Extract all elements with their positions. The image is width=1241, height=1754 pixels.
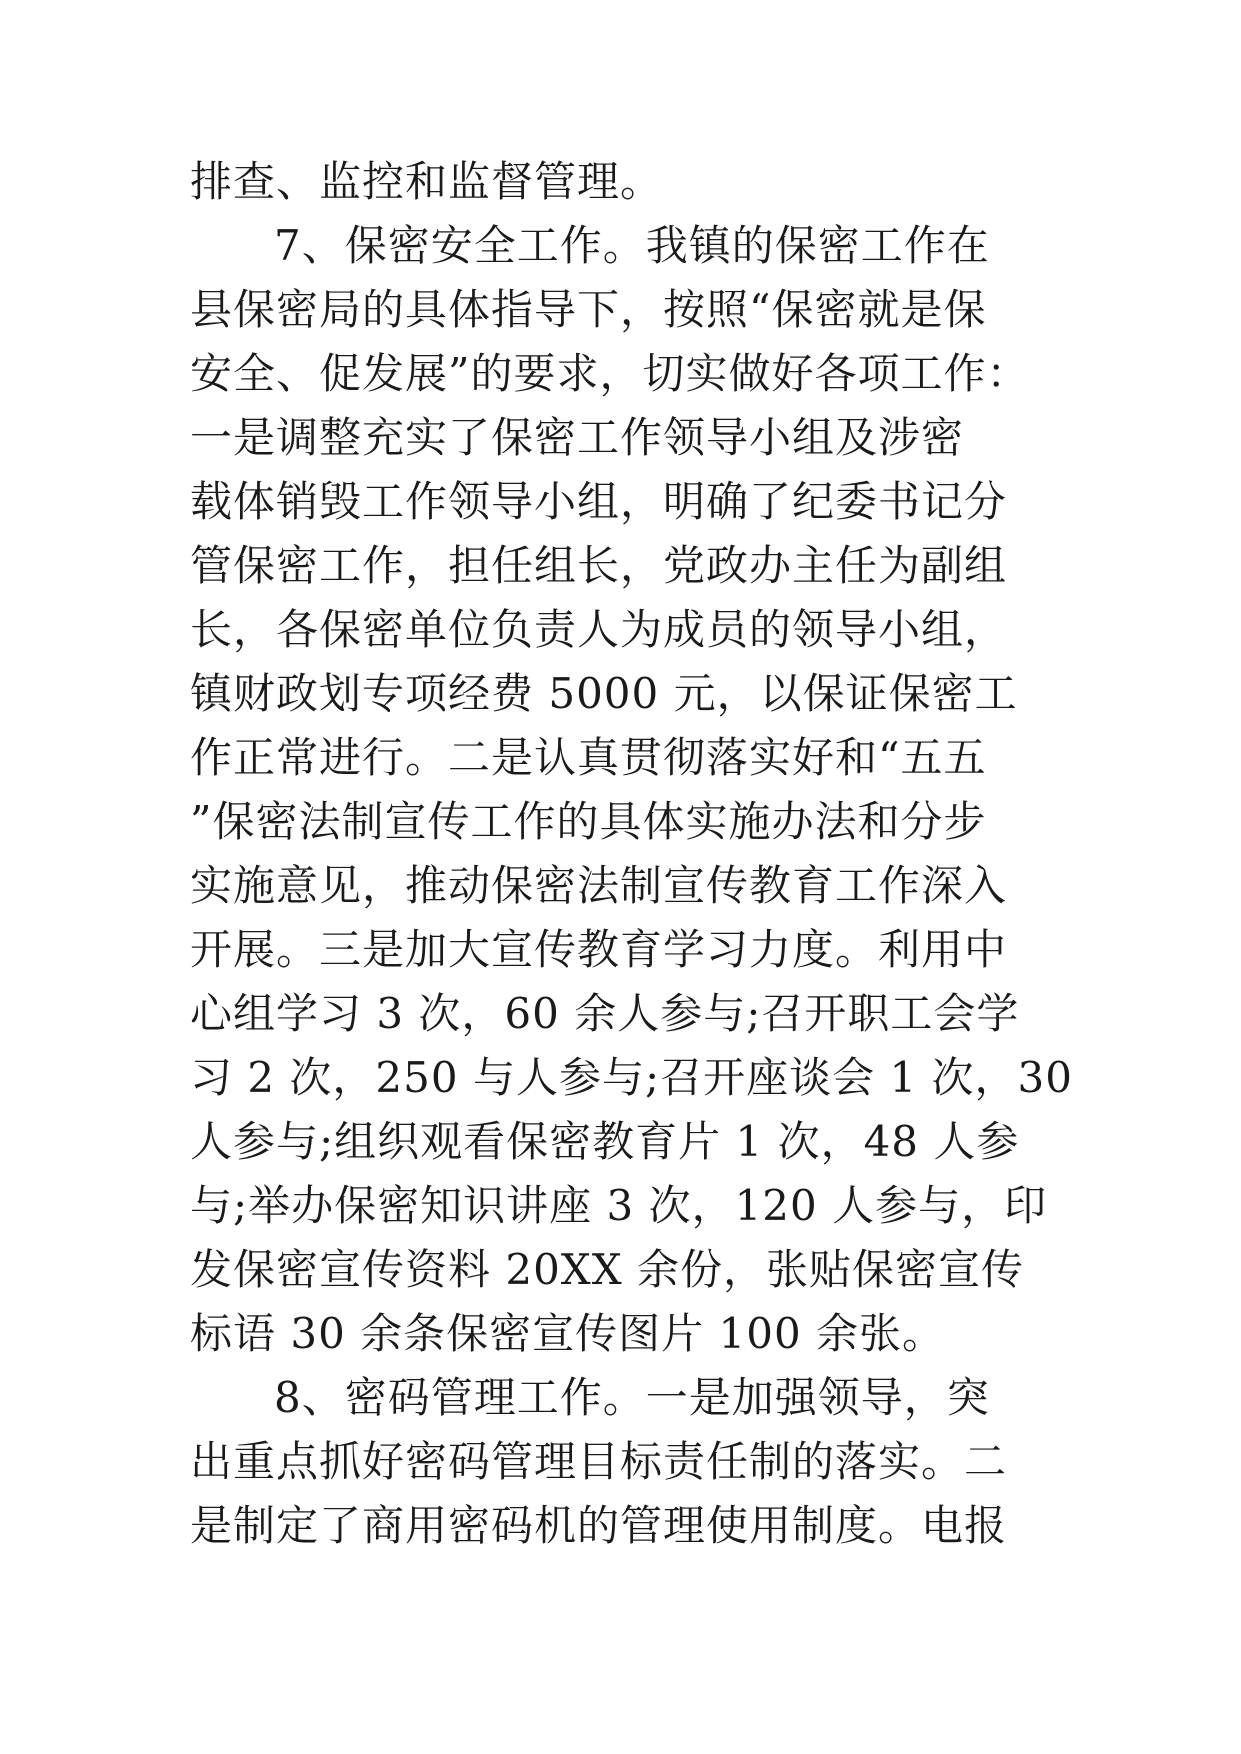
document-body	[190, 150, 1073, 1558]
text-line: 安全、促发展”的要求，切实做好各项工作：	[190, 349, 1030, 398]
text-line: 一是调整充实了保密工作领导小组及涉密	[190, 413, 965, 462]
text-line: 心组学习 3 次，60 余人参与;召开职工会学	[190, 989, 1020, 1038]
text-line: 管保密工作，担任组长，党政办主任为副组	[190, 541, 1008, 590]
text-line: 开展。三是加大宣传教育学习力度。利用中	[190, 925, 1008, 974]
text-line: 习 2 次，250 与人参与;召开座谈会 1 次，30	[190, 1053, 1073, 1102]
text-line: 长，各保密单位负责人为成员的领导小组，	[190, 605, 1008, 654]
text-line: 出重点抓好密码管理目标责任制的落实。二	[190, 1437, 1008, 1486]
text-line: 载体销毁工作领导小组，明确了纪委书记分	[190, 477, 1008, 526]
text-line: 镇财政划专项经费 5000 元，以保证保密工	[190, 669, 1018, 718]
text-line: 人参与;组织观看保密教育片 1 次，48 人参	[190, 1117, 1020, 1166]
text-line: 是制定了商用密码机的管理使用制度。电报	[190, 1501, 1008, 1550]
text-line: 7、保密安全工作。我镇的保密工作在	[274, 221, 990, 270]
text-line: 县保密局的具体指导下，按照“保密就是保	[190, 285, 987, 334]
text-line: ”保密法制宣传工作的具体实施办法和分步	[190, 797, 987, 846]
text-line: 排查、监控和监督管理。	[190, 157, 664, 206]
text-line: 实施意见，推动保密法制宣传教育工作深入	[190, 861, 1008, 910]
text-line: 发保密宣传资料 20XX 余份，张贴保密宣传	[190, 1245, 1024, 1294]
text-line: 与;举办保密知识讲座 3 次，120 人参与，印	[190, 1181, 1048, 1230]
text-line: 标语 30 余条保密宣传图片 100 余张。	[190, 1309, 946, 1358]
text-line: 8、密码管理工作。一是加强领导，突	[274, 1373, 990, 1422]
text-line: 作正常进行。二是认真贯彻落实好和“五五	[190, 733, 987, 782]
